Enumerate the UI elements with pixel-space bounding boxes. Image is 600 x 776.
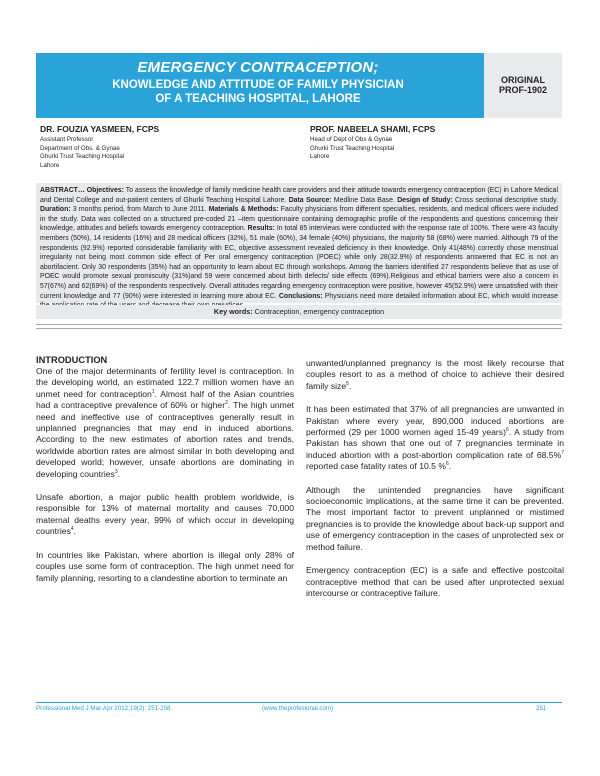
paragraph [36, 492, 294, 538]
article-type-badge [484, 53, 562, 118]
divider [36, 324, 562, 325]
footer-rule [36, 702, 562, 703]
citation: 4 [70, 526, 74, 533]
author-affiliation: Assistant Professor [40, 136, 94, 143]
text: . [73, 526, 77, 537]
citation: 2 [225, 400, 228, 407]
abstract-data-source: Medline Data Base. [331, 196, 398, 204]
paragraph: Emergency contraception (EC) is a safe and effective postcoital contraceptive method that can be used after unprotected sexual intercourse or contraceptive failure. [306, 565, 564, 598]
author-affiliation: Head of Dept of Obs & Gynae [310, 136, 393, 143]
abstract-design: Cross sectional descriptive study. [452, 196, 558, 204]
keywords-bar [36, 305, 562, 319]
author-name: DR. FOUZIA YASMEEN, FCPS [40, 124, 160, 134]
paragraph [36, 366, 294, 480]
text: . [117, 468, 121, 479]
keywords-label: Key words: [213, 307, 253, 316]
article-header [36, 53, 562, 118]
text: . A study from Pakistan has shown that one out of 7 pregnancies terminate in induced abortion with a post-abortion complication rate of 68.5% [306, 427, 564, 460]
abstract-objectives: To assess the knowledge of family medicine health care providers and their attitude towards emergency contraception (EC) in Lahore Medical and Dental College and out-patient centers of Ghurki Teaching Hospital Lahore. [40, 187, 558, 204]
citation: 6 [505, 427, 509, 434]
right-column [306, 358, 564, 611]
footer-journal: Professional Med J Mar-Apr 2012;19(2): 251-258. [36, 705, 173, 712]
abstract-text [36, 183, 562, 311]
text: . Almost half of the Asian countries had a contraceptive prevalence of 60% or higher [36, 388, 294, 411]
abstract-duration: 3 months period, from March to June 2011. [70, 206, 209, 214]
badge-type: ORIGINAL [501, 75, 545, 85]
left-column [36, 355, 294, 596]
badge-code: PROF-1902 [498, 85, 548, 95]
author-1 [40, 124, 159, 170]
divider [36, 328, 562, 329]
keywords-text: Contraception, emergency contraception [252, 307, 385, 316]
subtitle-line-1: KNOWLEDGE AND ATTITUDE OF FAMILY PHYSICIAN [112, 79, 404, 91]
citation: 5 [346, 380, 349, 387]
text: It has been estimated that 37% of all pregnancies are unwanted in Pakistan where every year, 890,000 induced abortions are performed (29 per 1000 women aged 15-49 years) [306, 404, 564, 438]
abstract-label: Results: [247, 225, 275, 233]
abstract-label: Data Source: [288, 196, 332, 204]
abstract-label: Materials & Methods: [208, 206, 279, 214]
author-2 [310, 124, 435, 162]
page-number: 251 [536, 705, 547, 712]
citation: 3 [114, 468, 118, 475]
citation: 6 [445, 461, 449, 468]
author-affiliation: Department of Obs. & Gynae [40, 144, 120, 152]
article-title: EMERGENCY CONTRACEPTION; [137, 59, 379, 76]
abstract-label: ABSTRACT… Objectives: [40, 187, 124, 194]
citation: 7 [561, 449, 564, 456]
author-affiliation: Ghurki Trust Teaching Hospital [310, 144, 395, 152]
paragraph [306, 404, 564, 472]
text: reported case fatality rates of 10.5 % [306, 461, 446, 472]
paragraph: In countries like Pakistan, where abortion is illegal only 28% of couples use some form of contraception. The high unmet need for family planning, resorting to a clandestine abortion to terminate an [36, 549, 294, 583]
paragraph: Although the unintended pregnancies have significant socioeconomic implications, at the same time it can be prevented. The most important factor to prevent unplanned or mistimed pregnancies is to provide the knowledge about back-up support and use of emergency contraception in the cases of unprotected sex or method failure. [306, 484, 564, 552]
author-affiliation: Lahore [310, 153, 330, 161]
text: . The high unmet need and ineffective use of contraceptives generally result in unplanned pregnancies that may end in induced abortions. According to the new estimates of abortion rates and trends, worldwide abortion rates are almost similar in both developing and developed world; however, unsafe abortions are dominating in developing countries [36, 400, 294, 479]
abstract-results: In total 85 interviews were conducted with the response rate of 100%. There were 43 faculty members (50%), 14 residents (16%) and 28 medical officers (32%), 51 male (60%), 34 female (40%) physicians, the majority 58 (68%) were married. Although 79 of the respondents (92.9%) reported considerable familiarity with EC, objective assessment revealed deficiency in their knowledge. Only 41(48%) correctly chose menstrual irregularity not being most common side effect of Per oral emergency contraception (POEC) while only 28(32.9%) of respondents answered that EC is not an abortifacient. Only 30 respondents (35%) had an opportunity to learn about EC through workshops. Among the barriers identified 27 respondents believe that as use of POEC would promote sexual promiscuity (31%)and 59 were concerned about birth defects/ side effects (69%).Religious and ethical barriers were also a concern in 57(67%) and 62(69%) of the respondents respectively. Overall attitudes regarding emergency contraception were positive, however 45(52.9%) were unsatisfied with their current knowledge and 77 (90%) were interested in learning more about EC. [40, 225, 558, 300]
text: unwanted/unplanned pregnancy is the most likely recourse that couples resort to as a method of choice to achieve their desired family size [306, 358, 564, 391]
paragraph [306, 358, 564, 392]
citation: 1 [151, 388, 155, 395]
article-subtitle [36, 78, 480, 106]
abstract-label: Conclusions: [278, 292, 323, 300]
section-heading: INTRODUCTION [36, 355, 108, 365]
abstract-box [36, 183, 562, 303]
footer-website[interactable]: (www.theprofesional.com) [262, 705, 334, 712]
abstract-label: Design of Study: [397, 196, 453, 204]
author-affiliation: Ghurki Trust Teaching Hospital [40, 153, 125, 161]
text: . [448, 461, 452, 472]
text: One of the major determinants of fertility level is contraception. In the developing world, an estimated 122.7 million women have an unmet need for contraception [36, 366, 294, 399]
author-name: PROF. NABEELA SHAMI, FCPS [310, 124, 436, 134]
subtitle-line-2: OF A TEACHING HOSPITAL, LAHORE [155, 93, 361, 105]
text: . [348, 380, 352, 391]
author-affiliation: Lahore [40, 161, 60, 169]
text: Unsafe abortion, a major public health problem worldwide, is responsible for 13% of maternal mortality and causes 70,000 maternal deaths every year, 99% of which occur in developing countries [36, 492, 294, 537]
abstract-methods: Faculty physicians from different specialties, residents, and medical officers were included in the study. Data was collected on a structured pre-coded 21 –item questionnaire containing demographic profile of the respondents and questions concerning their knowledge, attitudes and beliefs towards emergency contraception. [40, 206, 558, 233]
abstract-label: Duration: [40, 206, 71, 214]
abstract-conclusions: Physicians need more detailed information about EC, which would increase [324, 292, 558, 300]
